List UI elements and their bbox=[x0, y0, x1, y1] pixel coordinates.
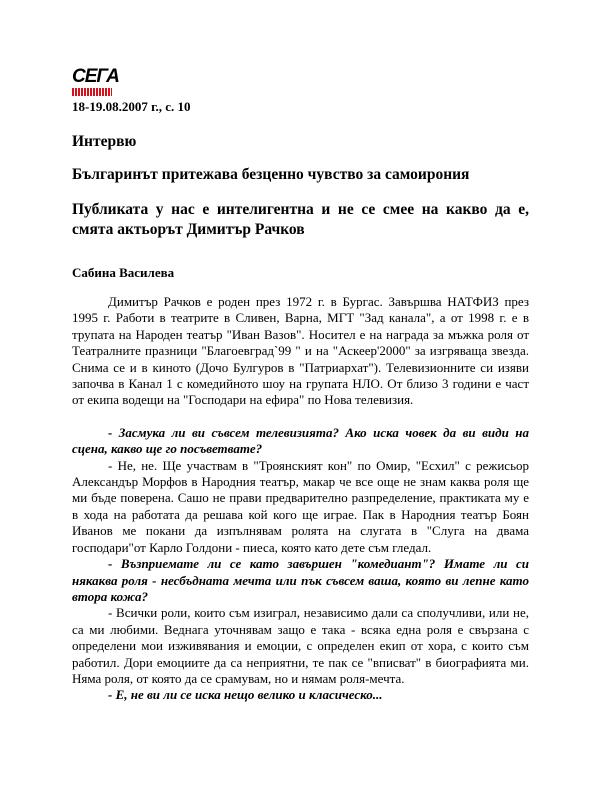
article-body bbox=[72, 290, 529, 704]
interview-answer: - Всички роли, които съм изиграл, независимо дали са сполучливи, или не, са ми любими. Веднага уточнявам защо е така - всяка една роля е свързана с определени мои изживявания и емоции, с определен екип от хора, с които съм работил. Дори емоциите да са неприятни, те пак се "вписват" в биографията ми. Няма роля, от която да се срамувам, но и нямам роля-мечта. bbox=[72, 605, 529, 686]
newspaper-logo bbox=[72, 66, 119, 98]
interview-question: - Възприемате ли се като завършен "комедиант"? Имате ли си някаква роля - несбъдната мечта или пък съвсем ваша, която ви лепне като втора кожа? bbox=[72, 556, 529, 604]
logo-text: СЕГА bbox=[72, 66, 119, 87]
article-subheadline: Публиката у нас е интелигентна и не се смее на какво да е, смята актьорът Димитър Рачков bbox=[72, 201, 529, 238]
article-headline: Българинът притежава безценно чувство за самоирония bbox=[72, 166, 470, 183]
intro-paragraph: Димитър Рачков е роден през 1972 г. в Бургас. Завършва НАТФИЗ през 1995 г. Работи в театрите в Сливен, Варна, МГТ "Зад канала", а от 1998 г. е в трупата на Народен театър "Иван Вазов". Носител е на награда за мъжка роля от Театралните празници "Благоевград`99 " и на "Аскеер'2000" за изгряваща звезда. Снима се и в киното (Дочо Булгуров в "Патриархат"). Телевизионните си изяви започва в Канал 1 с комедийното шоу на групата НЛО. От близо 3 години е част от екипа водещи на "Господари на ефира" по Нова телевизия. bbox=[72, 294, 529, 408]
interview-answer: - Не, не. Ще участвам в "Троянският кон" по Омир, "Есхил" с режисьор Александър Морфов в Народния театър, макар че все още не знам каква роля ще ми бъде поверена. Сашо не прави предварително разпределение, практиката му е в хода на работата да решава кой кого ще играе. Пак в Народния театър Боян Иванов ме покани да изпълнявам ролята на слугата в "Слуга на двама господари"от Карло Голдони - пиеса, която като дете съм гледал. bbox=[72, 457, 529, 555]
interview-question: - Засмука ли ви съвсем телевизията? Ако иска човек да ви види на сцена, какво ще го посъветвате? bbox=[72, 424, 529, 457]
logo-stripe-bar bbox=[72, 88, 112, 96]
section-rubric: Интервю bbox=[72, 133, 137, 150]
issue-dateline: 18-19.08.2007 г., с. 10 bbox=[72, 99, 191, 114]
interview-question: - Е, не ви ли се иска нещо велико и класическо... bbox=[108, 687, 383, 703]
article-author: Сабина Василева bbox=[72, 265, 175, 280]
